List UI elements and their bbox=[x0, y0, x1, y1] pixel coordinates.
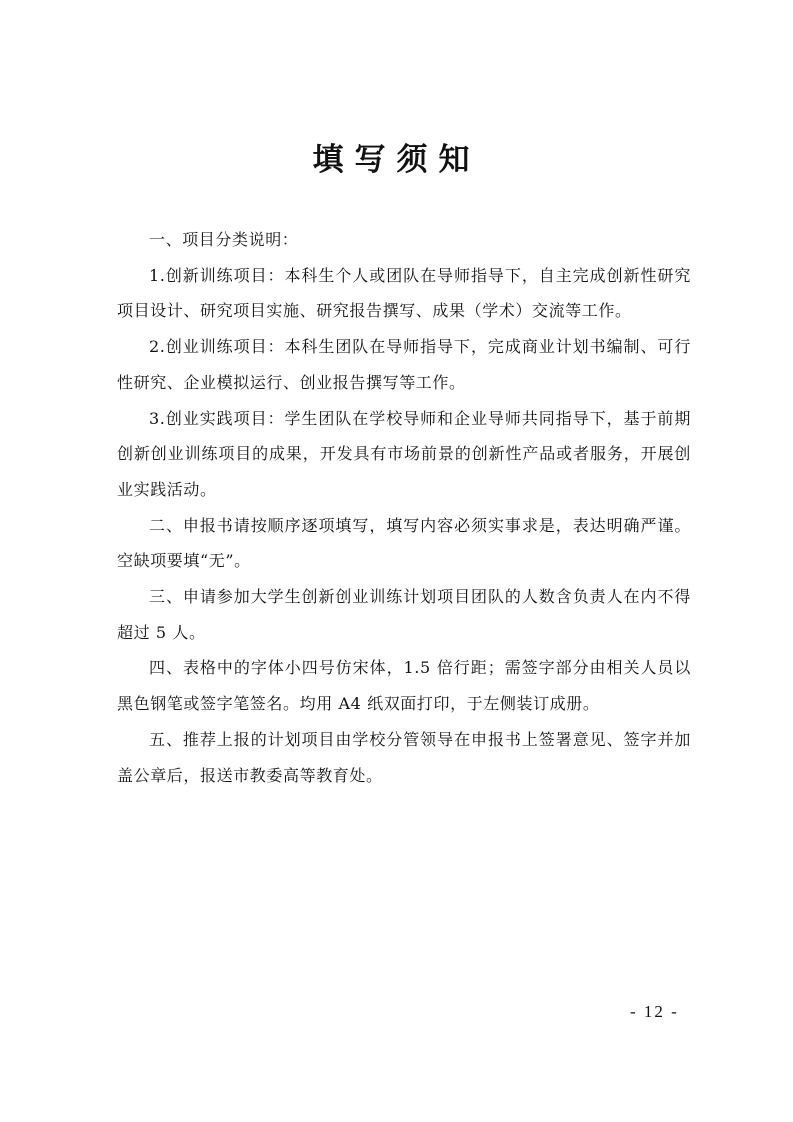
page-title: 填写须知 bbox=[312, 142, 481, 178]
page-number: - 12 - bbox=[630, 1002, 679, 1021]
paragraph-fill-in-order: 二、申报书请按顺序逐项填写，填写内容必须实事求是，表达明确严谨。空缺项要填“无”。 bbox=[117, 515, 691, 571]
paragraph-format-requirements: 四、表格中的字体小四号仿宋体，1.5 倍行距；需签字部分由相关人员以黑色钢笔或签字笔签名。均用 A4 纸双面打印，于左侧装订成册。 bbox=[117, 658, 691, 714]
paragraph-team-size: 三、申请参加大学生创新创业训练计划项目团队的人数含负责人在内不得超过 5 人。 bbox=[117, 587, 691, 642]
section-heading-project-types: 一、项目分类说明： bbox=[149, 230, 299, 249]
notice-body bbox=[117, 222, 691, 793]
paragraph-entrepreneurship-training: 2.创业训练项目：本科生团队在导师指导下，完成商业计划书编制、可行性研究、企业模拟运行、创业报告撰写等工作。 bbox=[117, 337, 691, 392]
paragraph-entrepreneurship-practice: 3.创业实践项目：学生团队在学校导师和企业导师共同指导下，基于前期创新创业训练项目的成果，开发具有市场前景的创新性产品或者服务，开展创业实践活动。 bbox=[117, 408, 691, 499]
paragraph-submission: 五、推荐上报的计划项目由学校分管领导在申报书上签署意见、签字并加盖公章后，报送市教委高等教育处。 bbox=[117, 729, 691, 785]
paragraph-innovation-training: 1.创新训练项目：本科生个人或团队在导师指导下，自主完成创新性研究项目设计、研究项目实施、研究报告撰写、成果（学术）交流等工作。 bbox=[117, 265, 691, 321]
